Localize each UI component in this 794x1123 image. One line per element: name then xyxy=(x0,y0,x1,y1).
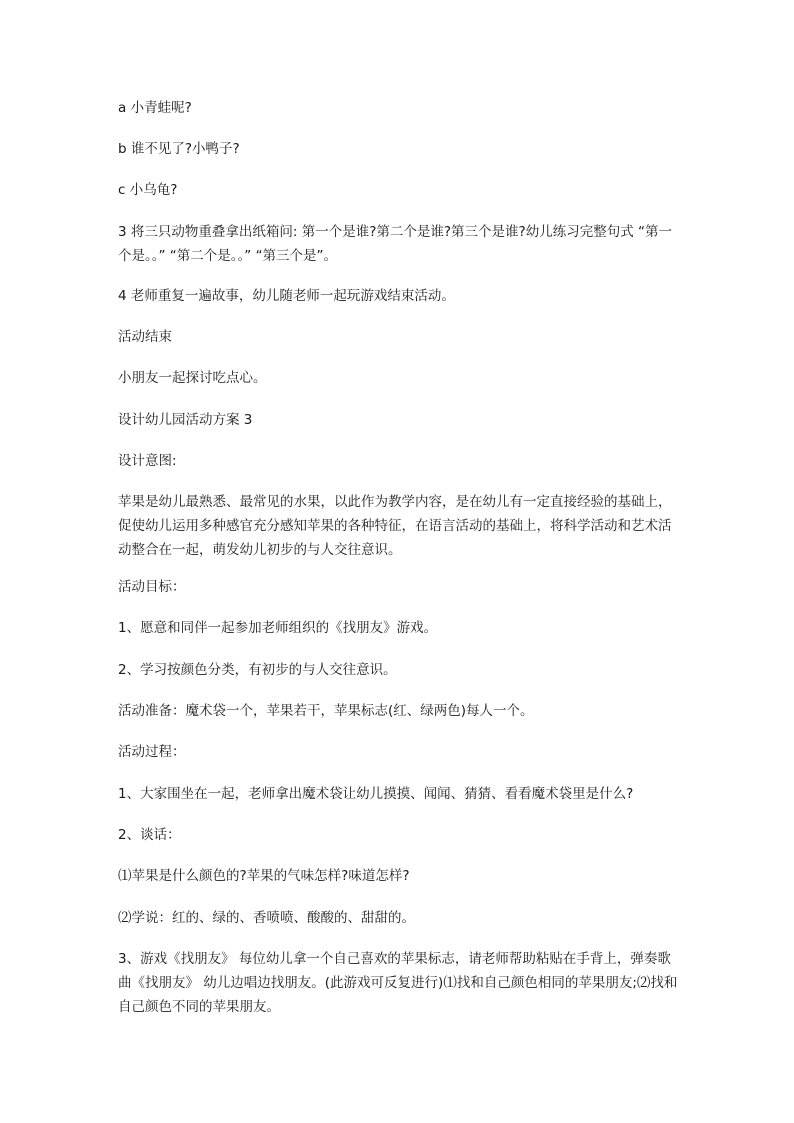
section-heading: 活动结束 xyxy=(118,329,172,345)
paragraph: 3 将三只动物重叠拿出纸箱问: 第一个是谁?第二个是谁?第三个是谁?幼儿练习完整句式 “第一个是。。” “第二个是。。” “第三个是”。 xyxy=(118,224,672,264)
list-item: 2、谈话： xyxy=(118,827,181,843)
list-item: 2、学习按颜色分类，有初步的与人交往意识。 xyxy=(118,662,397,678)
list-item: ⑴苹果是什么颜色的?苹果的气味怎样?味道怎样? xyxy=(118,868,410,884)
section-heading: 设计意图: xyxy=(118,453,177,469)
list-item: 1、大家围坐在一起，老师拿出魔术袋让幼儿摸摸、闻闻、猜猜、看看魔术袋里是什么? xyxy=(118,786,634,802)
paragraph: 小朋友一起探讨吃点心。 xyxy=(118,370,267,386)
list-item: 1、愿意和同伴一起参加老师组织的《找朋友》游戏。 xyxy=(118,620,438,636)
list-item: 3、游戏《找朋友》 每位幼儿拿一个自己喜欢的苹果标志，请老师帮助粘贴在手背上，弹奏歌曲《找朋友》 幼儿边唱边找朋友。(此游戏可反复进行)⑴找和自己颜色相同的苹果朋友;⑵找和自己颜色不同的苹果朋友。 xyxy=(118,951,678,1015)
paragraph: c 小乌龟? xyxy=(118,182,178,198)
section-title: 设计幼儿园活动方案 3 xyxy=(118,412,253,428)
paragraph: 活动准备：魔术袋一个，苹果若干，苹果标志(红、绿两色)每人一个。 xyxy=(118,703,534,719)
section-heading: 活动过程： xyxy=(118,744,186,760)
paragraph: 4 老师重复一遍故事，幼儿随老师一起玩游戏结束活动。 xyxy=(118,288,455,304)
paragraph: b 谁不见了?小鸭子? xyxy=(118,141,240,157)
section-heading: 活动目标： xyxy=(118,579,186,595)
list-item: ⑵学说：红的、绿的、香喷喷、酸酸的、甜甜的。 xyxy=(118,910,415,926)
paragraph: 苹果是幼儿最熟悉、最常见的水果，以此作为教学内容，是在幼儿有一定直接经验的基础上，促使幼儿运用多种感官充分感知苹果的各种特征，在语言活动的基础上，将科学活动和艺术活动整合在一起，萌发幼儿初步的与人交往意识。 xyxy=(118,494,672,558)
paragraph: a 小青蛙呢? xyxy=(118,100,192,116)
